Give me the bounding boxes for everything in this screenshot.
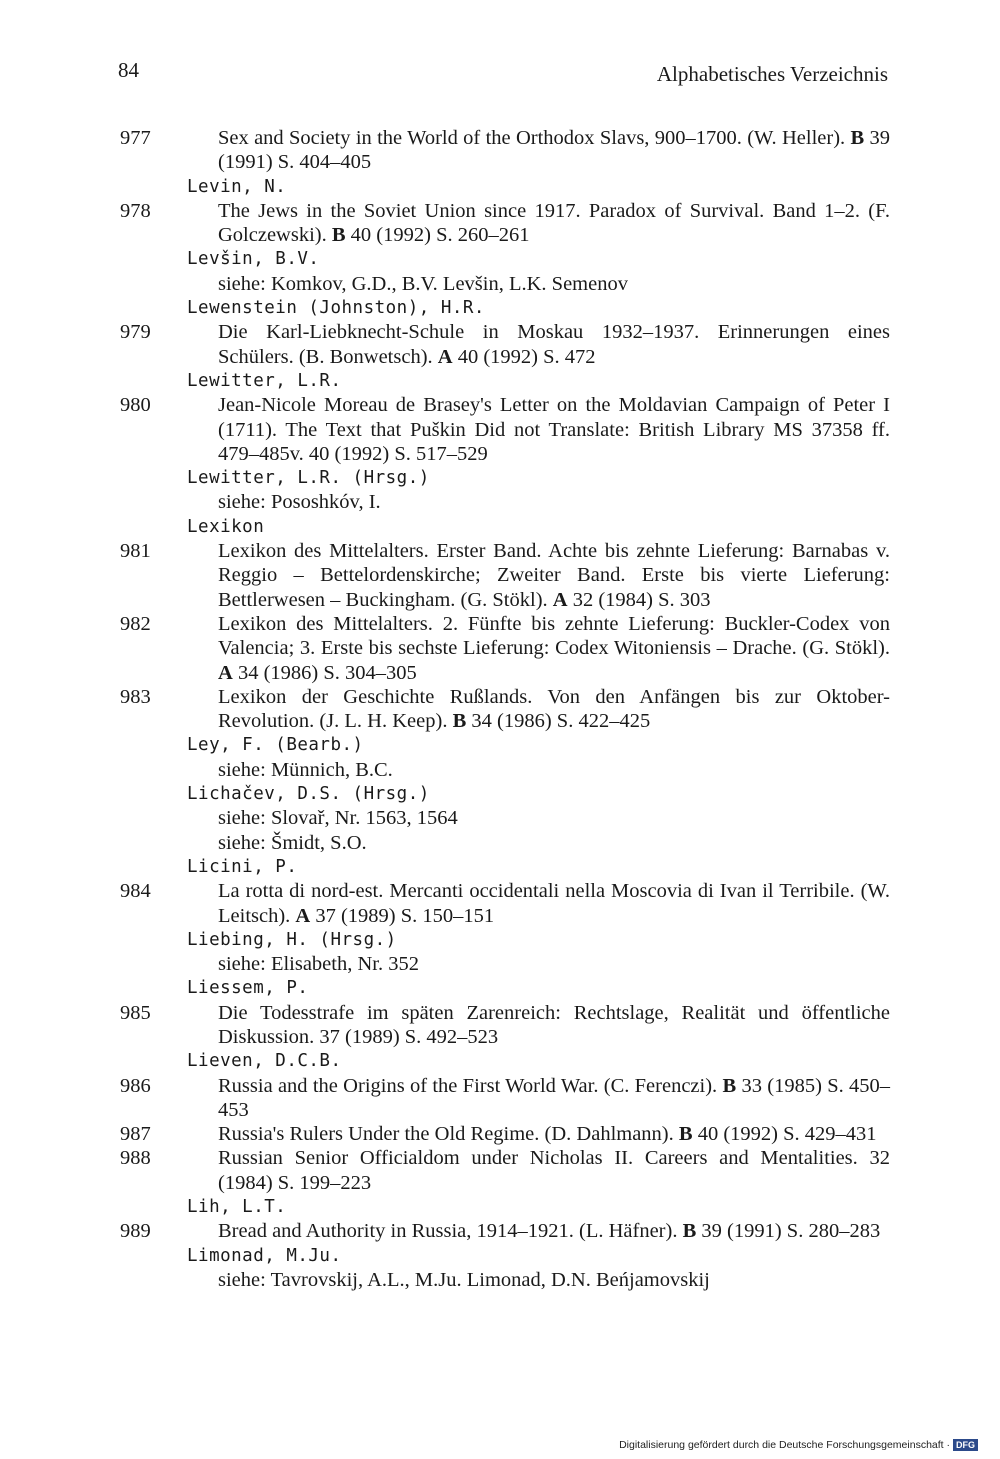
entry-text: Sex and Society in the World of the Orthodox Slavs, 900–1700. (W. Heller). <box>218 127 846 149</box>
entry-number: 983 <box>120 685 151 708</box>
cross-reference: siehe: Slovař, Nr. 1563, 1564 <box>218 807 458 830</box>
entry-number: 985 <box>120 1001 151 1024</box>
index-entries <box>120 126 890 1292</box>
entry-number: 980 <box>120 394 151 417</box>
entry-text: Jean-Nicole Moreau de Brasey's Letter on the Moldavian Campaign of Peter I (1711). The Text that Puškin Did not Translate: British Library MS 37358 ff. 479–485v. 40 (1992) S. 517–529 <box>218 394 890 465</box>
entry-number: 978 <box>120 199 151 222</box>
author-heading: Lewitter, L.R. (Hrsg.) <box>187 468 430 489</box>
entry-987 <box>120 1122 890 1146</box>
cross-reference: siehe: Komkov, G.D., B.V. Levšin, L.K. Semenov <box>218 272 628 295</box>
author-heading: Levšin, B.V. <box>187 249 320 270</box>
entry-citation: 32 (1984) S. 303 <box>572 588 711 611</box>
entry-text: Lexikon des Mittelalters. 2. Fünfte bis zehnte Lieferung: Buckler-Codex von Valencia; 3. Erste bis sechste Lieferung: Codex Witoniensis – Drache. (G. Stökl). <box>218 612 890 660</box>
cross-reference: siehe: Tavrovskij, A.L., M.Ju. Limonad, D.N. Beńjamovskij <box>218 1268 710 1291</box>
dfg-logo: DFG <box>953 1439 978 1451</box>
entry-number: 986 <box>120 1074 151 1097</box>
entry-citation: 34 (1986) S. 422–425 <box>471 710 651 733</box>
review-type: A <box>218 661 233 684</box>
entry-984 <box>120 879 890 928</box>
author-heading: Lewitter, L.R. <box>187 370 342 391</box>
entry-citation: 34 (1986) S. 304–305 <box>237 661 417 684</box>
author-heading: Lexikon <box>187 516 265 537</box>
entry-citation: 39 (1991) S. 280–283 <box>701 1220 881 1243</box>
entry-981 <box>120 539 890 612</box>
review-type: B <box>452 710 467 733</box>
entry-text: The Jews in the Soviet Union since 1917. Paradox of Survival. Band 1–2. (F. Golczewski). <box>218 199 890 247</box>
entry-citation: 37 (1989) S. 150–151 <box>315 904 495 927</box>
entry-number: 977 <box>120 127 151 149</box>
review-type: B <box>850 127 865 149</box>
author-heading: Limonad, M.Ju. <box>187 1245 342 1266</box>
entry-988 <box>120 1146 890 1195</box>
entry-number: 987 <box>120 1123 151 1146</box>
entry-number: 979 <box>120 321 151 344</box>
entry-text: Bread and Authority in Russia, 1914–1921. (L. Häfner). <box>218 1220 678 1243</box>
author-heading: Liessem, P. <box>187 978 309 999</box>
running-title: Alphabetisches Verzeichnis <box>656 62 888 86</box>
entry-989 <box>120 1219 890 1243</box>
entry-text: Lexikon der Geschichte Rußlands. Von den Anfängen bis zur Oktober-Revolution. (J. L. H. Keep). <box>218 685 890 733</box>
review-type: A <box>437 345 453 368</box>
entry-978 <box>120 199 890 248</box>
author-heading: Liebing, H. (Hrsg.) <box>187 929 397 950</box>
entry-citation: 40 (1992) S. 260–261 <box>350 224 530 247</box>
author-heading: Lieven, D.C.B. <box>187 1051 342 1072</box>
review-type: B <box>682 1220 697 1243</box>
cross-reference: siehe: Šmidt, S.O. <box>218 831 367 854</box>
entry-text: Russia and the Origins of the First World War. (C. Ferenczi). <box>218 1074 718 1097</box>
entry-text: Russian Senior Officialdom under Nicholas II. Careers and Mentalities. 32 (1984) S. 199–223 <box>218 1147 890 1194</box>
author-heading: Licini, P. <box>187 856 298 877</box>
cross-reference: siehe: Pososhkóv, I. <box>218 491 381 514</box>
entry-number: 984 <box>120 880 151 903</box>
author-heading: Lichačev, D.S. (Hrsg.) <box>187 784 430 805</box>
entry-citation: 40 (1992) S. 472 <box>457 345 596 368</box>
author-heading: Lih, L.T. <box>187 1197 287 1218</box>
entry-citation: 33 (1985) S. 450–453 <box>218 1074 891 1121</box>
review-type: B <box>678 1123 693 1146</box>
cross-reference: siehe: Elisabeth, Nr. 352 <box>218 953 419 976</box>
review-type: A <box>295 904 311 927</box>
entry-text: La rotta di nord-est. Mercanti occidentali nella Moscovia di Ivan il Terribile. (W. Leitsch). <box>218 880 890 927</box>
entry-text: Russia's Rulers Under the Old Regime. (D. Dahlmann). <box>218 1123 674 1146</box>
review-type: B <box>331 224 346 247</box>
entry-980 <box>120 393 890 466</box>
entry-983 <box>120 685 890 734</box>
author-heading: Levin, N. <box>187 176 287 197</box>
entry-text: Lexikon des Mittelalters. Erster Band. Achte bis zehnte Lieferung: Barnabas v. Reggio – Bettelordenskirche; Zweiter Band. Erste bis vierte Lieferung: Bettlerwesen – Buckingham. (G. Stökl). <box>218 540 890 611</box>
entry-979 <box>120 320 890 369</box>
entry-text: Die Karl-Liebknecht-Schule in Moskau 1932–1937. Erinnerungen eines Schülers. (B. Bonwetsch). <box>218 321 890 368</box>
entry-982 <box>120 612 890 685</box>
author-heading: Lewenstein (Johnston), H.R. <box>187 298 485 319</box>
entry-text: Die Todesstrafe im späten Zarenreich: Rechtslage, Realität und öffentliche Diskussion. 37 (1989) S. 492–523 <box>218 1001 890 1048</box>
entry-citation: 39 (1991) S. 404–405 <box>218 127 891 174</box>
review-type: A <box>552 588 568 611</box>
review-type: B <box>722 1074 737 1097</box>
entry-citation: 40 (1992) S. 429–431 <box>697 1123 877 1146</box>
entry-985 <box>120 1001 890 1050</box>
digitization-footer <box>619 1439 978 1451</box>
entry-number: 988 <box>120 1147 151 1170</box>
author-heading: Ley, F. (Bearb.) <box>187 735 364 756</box>
footer-text: Digitalisierung gefördert durch die Deutsche Forschungsgemeinschaft · <box>619 1439 950 1451</box>
cross-reference: siehe: Münnich, B.C. <box>218 758 393 781</box>
entry-number: 989 <box>120 1220 151 1243</box>
entry-number: 981 <box>120 540 151 563</box>
entry-977 <box>120 126 890 175</box>
entry-number: 982 <box>120 612 151 635</box>
page-number: 84 <box>118 58 139 82</box>
entry-986 <box>120 1074 890 1123</box>
